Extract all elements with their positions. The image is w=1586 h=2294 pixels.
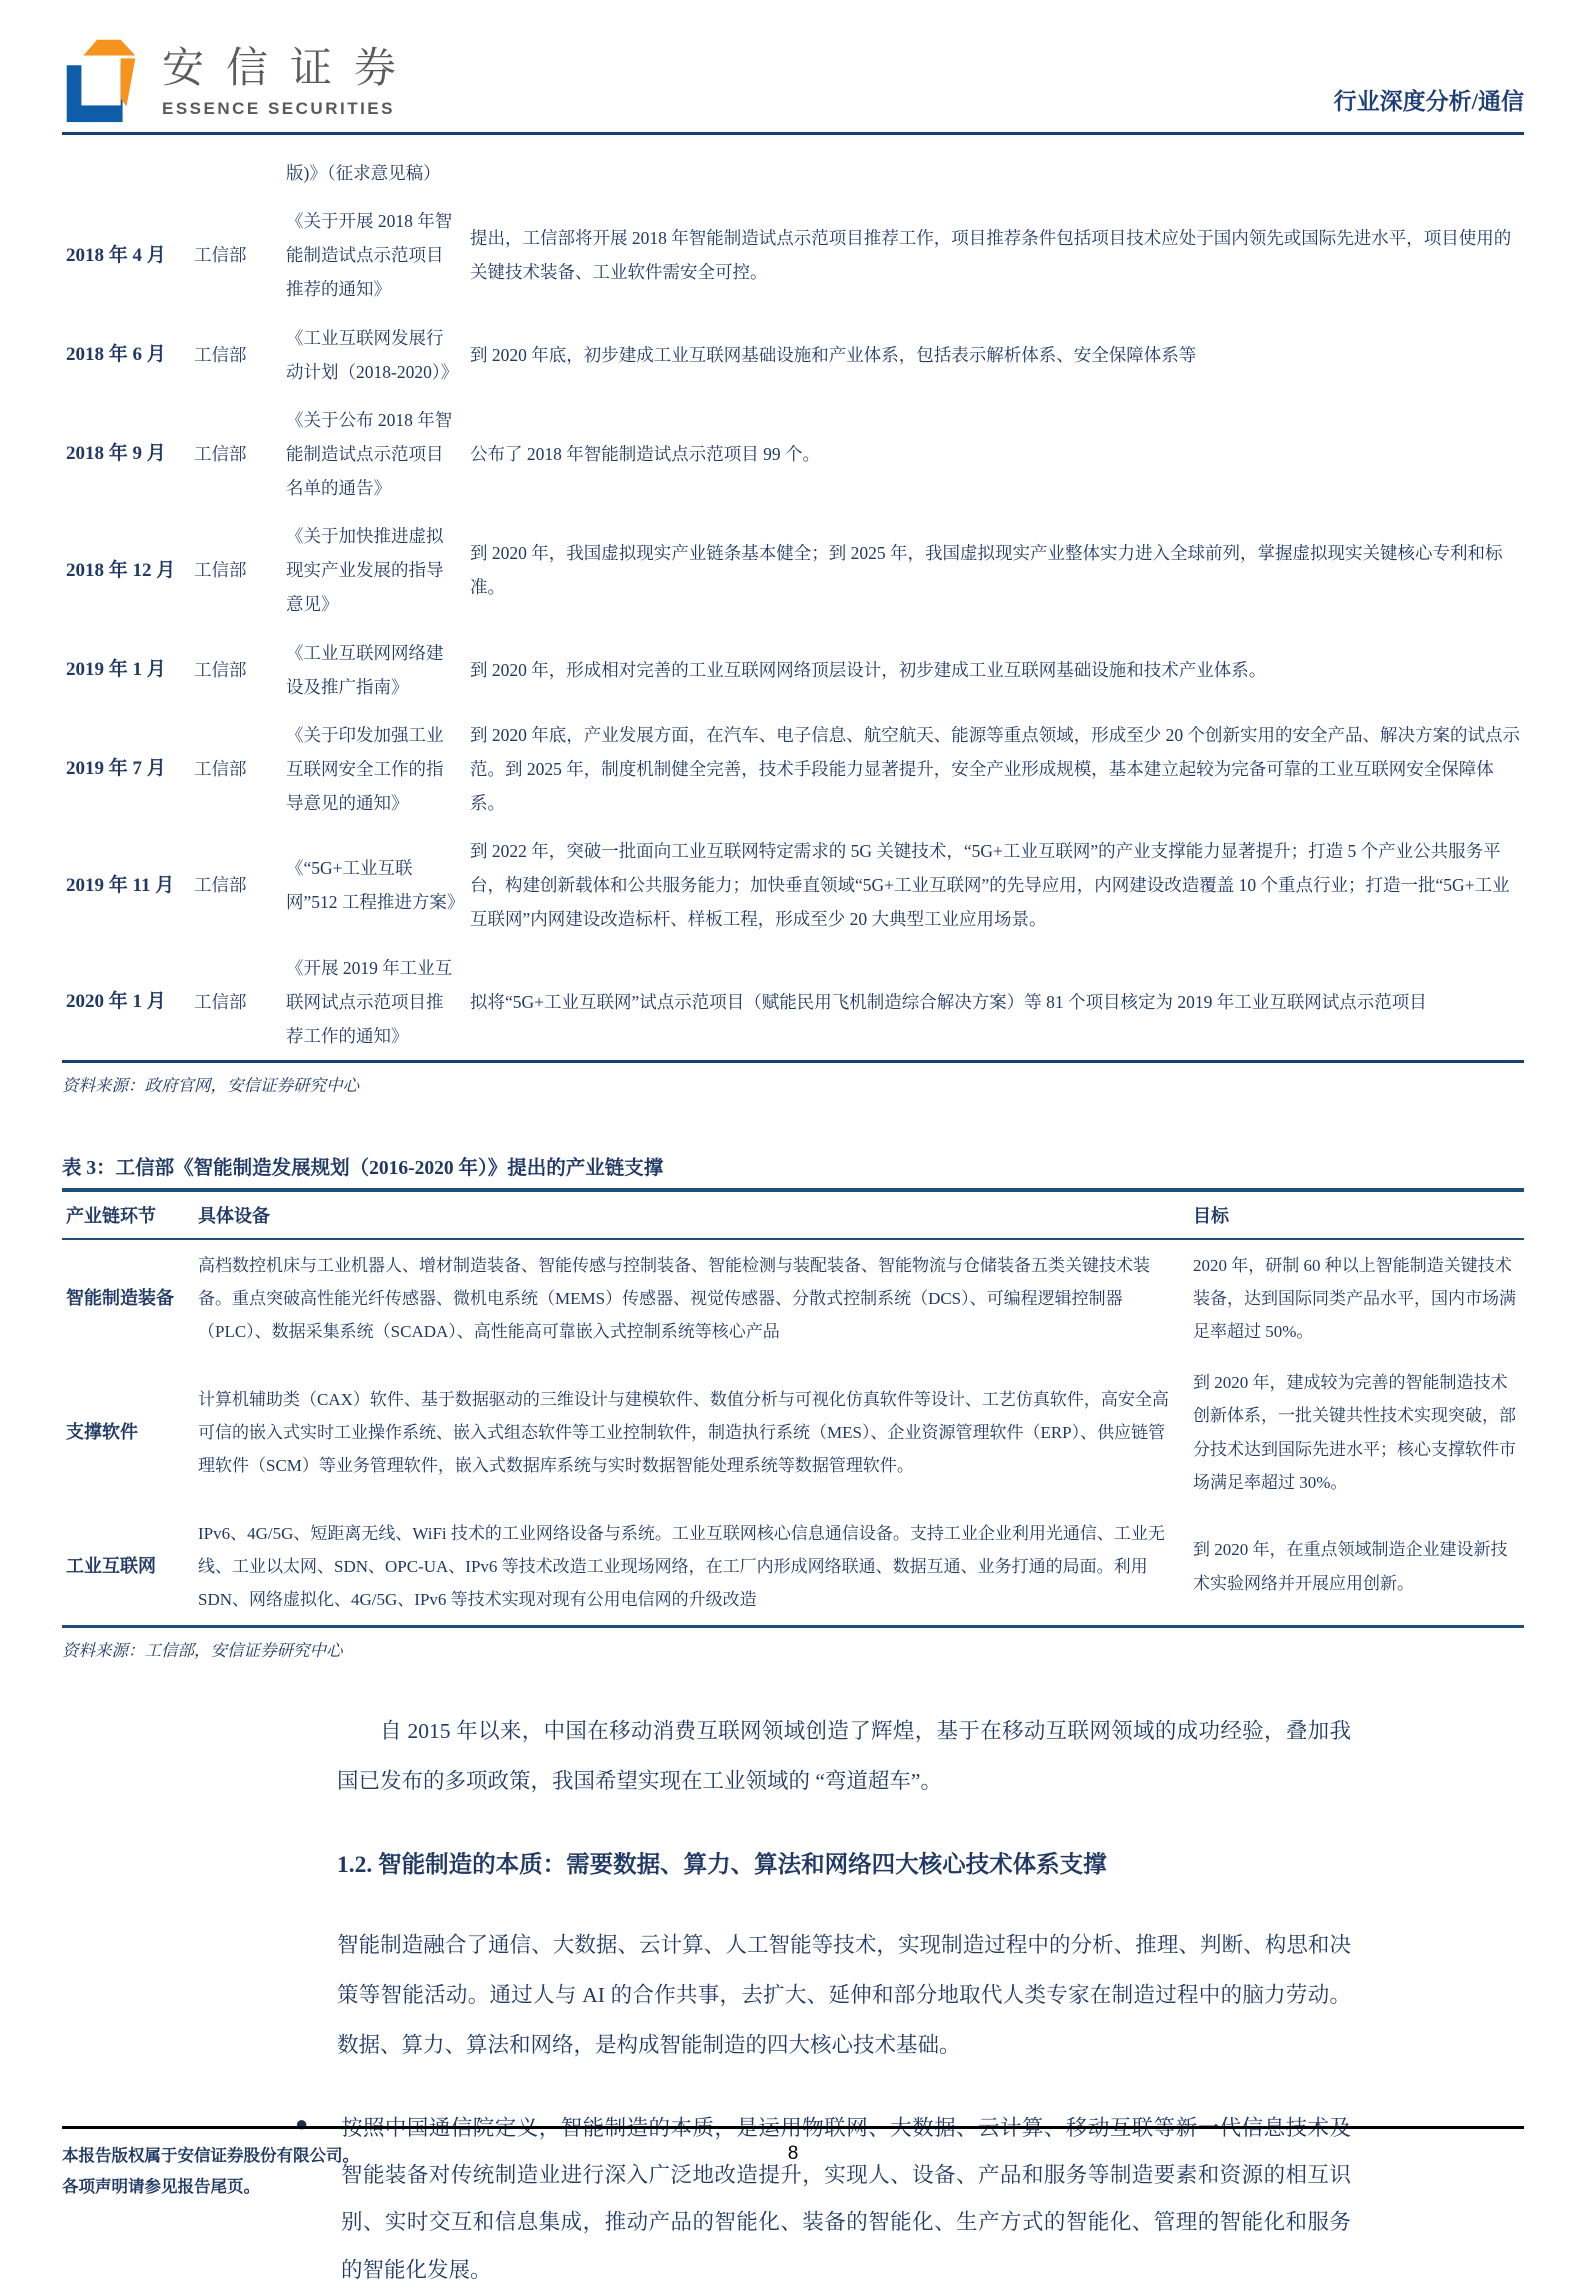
policy-cell-title: 《开展 2019 年工业互联网试点示范项目推荐工作的通知》 <box>286 957 453 1046</box>
table3 <box>62 1192 1524 1628</box>
body-content <box>295 1707 1351 2294</box>
policy-cell-date: 2019 年 7 月 <box>66 758 166 780</box>
table3-title: 表 3：工信部《智能制造发展规划（2016-2020 年）》提出的产业链支撑 <box>62 1152 1524 1192</box>
policy-cell-date: 2019 年 11 月 <box>66 874 175 896</box>
policy-row <box>62 396 1524 512</box>
paragraph-intro: 自 2015 年以来，中国在移动消费互联网领域创造了辉煌，基于在移动互联网领域的成功经验，叠加我国已发布的多项政策，我国希望实现在工业领域的 “弯道超车”。 <box>337 1719 1351 1794</box>
section-heading-1-2: 1.2. 智能制造的本质：需要数据、算力、算法和网络四大核心技术体系支撑 <box>337 1852 1107 1879</box>
policy-cell-desc <box>460 149 1524 197</box>
policy-table-source: 资料来源：政府官网，安信证券研究中心 <box>62 1075 359 1095</box>
table3-row <box>62 1239 1524 1357</box>
policy-cell-title: 《关于印发加强工业互联网安全工作的指导意见的通知》 <box>286 724 444 813</box>
policy-cell-org <box>190 149 282 197</box>
bullet-icon: ● <box>295 2110 309 2136</box>
policy-row <box>62 512 1524 628</box>
policy-cell-date: 2019 年 1 月 <box>66 659 166 681</box>
policy-cell-desc: 到 2020 年，形成相对完善的工业互联网网络顶层设计，初步建成工业互联网基础设施和技术产业体系。 <box>470 659 1267 680</box>
paragraph-essence: 智能制造融合了通信、大数据、云计算、人工智能等技术，实现制造过程中的分析、推理、判断、构思和决策等智能活动。通过人与 AI 的合作共事，去扩大、延伸和部分地取代人类专家在制造过程中的脑力劳动。数据、算力、算法和网络，是构成智能制造的四大核心技术基础。 <box>337 1933 1351 2057</box>
table3-cell-equip: 高档数控机床与工业机器人、增材制造装备、智能传感与控制装备、智能检测与装配装备、智能物流与仓储装备五类关键技术装备。重点突破高性能光纤传感器、微机电系统（MEMS）传感器、视觉传感器、分散式控制系统（DCS）、可编程逻辑控制器（PLC）、数据采集系统（SCADA）、高性能高可靠嵌入式控制系统等核心产品 <box>198 1255 1150 1342</box>
essence-logo-icon <box>62 28 142 126</box>
policy-table <box>62 149 1524 1063</box>
table3-cell-equip: IPv6、4G/5G、短距离无线、WiFi 技术的工业网络设备与系统。工业互联网核心信息通信设备。支持工业企业利用光通信、工业无线、工业以太网、SDN、OPC-UA、IPv6 等技术改造工业现场网络，在工厂内形成网络联通、数据互通、业务打通的局面。利用 SDN、网络虚拟化、4G/5G、IPv6 等技术实现对现有公用电信网的升级改造 <box>198 1523 1165 1610</box>
policy-cell-title: 《关于公布 2018 年智能制造试点示范项目名单的通告》 <box>286 409 453 498</box>
policy-row <box>62 629 1524 711</box>
table3-cell-target: 到 2020 年，建成较为完善的智能制造技术创新体系，一批关键共性技术实现突破，部分技术达到国际先进水平；核心支撑软件市场满足率超过 30%。 <box>1193 1373 1516 1492</box>
report-category: 行业深度分析/通信 <box>1333 89 1524 114</box>
policy-cell-org: 工信部 <box>194 659 247 680</box>
policy-cell-date: 2018 年 4 月 <box>66 244 166 266</box>
policy-cell-date: 2018 年 6 月 <box>66 344 166 366</box>
policy-cell-title: 《关于加快推进虚拟现实产业发展的指导意见》 <box>286 526 444 615</box>
table3-row <box>62 1508 1524 1627</box>
policy-cell-desc: 拟将“5G+工业互联网”试点示范项目（赋能民用飞机制造综合解决方案）等 81 个项目核定为 2019 年工业互联网试点示范项目 <box>470 991 1427 1012</box>
policy-table-body <box>62 149 1524 1061</box>
policy-cell-org: 工信部 <box>194 758 247 779</box>
policy-cell-org: 工信部 <box>194 245 247 266</box>
table3-block <box>62 1152 1524 1661</box>
policy-cell-title: 《工业互联网网络建设及推广指南》 <box>286 642 444 697</box>
policy-cell-org: 工信部 <box>194 560 247 581</box>
table3-cell-target: 到 2020 年，在重点领域制造企业建设新技术实验网络并开展应用创新。 <box>1193 1540 1508 1593</box>
policy-cell-desc: 提出，工信部将开展 2018 年智能制造试点示范项目推荐工作，项目推荐条件包括项目技术应处于国内领先或国际先进水平，项目使用的关键技术装备、工业软件需安全可控。 <box>470 228 1512 283</box>
bullet-text: 按照中国通信院定义，智能制造的本质，是运用物联网、大数据、云计算、移动互联等新一代信息技术及智能装备对传统制造业进行深入广泛地改造提升，实现人、设备、产品和服务等制造要素和资源的相互识别、实时交互和信息集成，推动产品的智能化、装备的智能化、生产方式的智能化、管理的智能化和服务的智能化发展。 <box>341 2115 1351 2282</box>
table3-cell-seg: 支撑软件 <box>66 1422 138 1443</box>
policy-row <box>62 197 1524 313</box>
table3-cell-seg: 智能制造装备 <box>66 1288 174 1309</box>
policy-row <box>62 149 1524 197</box>
policy-row <box>62 314 1524 396</box>
table3-body <box>62 1239 1524 1627</box>
footer-line2: 各项声明请参见报告尾页。 <box>62 2176 260 2196</box>
table3-header-equipment: 具体设备 <box>194 1192 1189 1239</box>
policy-cell-org: 工信部 <box>194 991 247 1012</box>
policy-cell-date: 2020 年 1 月 <box>66 991 166 1013</box>
table3-head <box>62 1192 1524 1239</box>
page-number: 8 <box>787 2143 799 2164</box>
policy-cell-title: 《关于开展 2018 年智能制造试点示范项目推荐的通知》 <box>286 211 453 300</box>
policy-cell-org: 工信部 <box>194 443 247 464</box>
policy-cell-desc: 到 2020 年底，初步建成工业互联网基础设施和产业体系，包括表示解析体系、安全保障体系等 <box>470 344 1197 365</box>
page-footer <box>62 2126 1524 2202</box>
policy-row <box>62 827 1524 943</box>
policy-row <box>62 711 1524 827</box>
policy-cell-date: 2018 年 12 月 <box>66 559 176 581</box>
brand <box>62 28 418 126</box>
policy-cell-desc: 到 2020 年底，产业发展方面，在汽车、电子信息、航空航天、能源等重点领域，形成至少 20 个创新实用的安全产品、解决方案的试点示范。到 2025 年，制度机制健全完善，技术手段能力显著提升，安全产业形成规模，基本建立起较为完备可靠的工业互联网安全保障体系。 <box>470 724 1520 813</box>
table3-cell-equip: 计算机辅助类（CAX）软件、基于数据驱动的三维设计与建模软件、数值分析与可视化仿真软件等设计、工艺仿真软件，高安全高可信的嵌入式实时工业操作系统、嵌入式组态软件等工业控制软件，制造执行系统（MES）、企业资源管理软件（ERP）、供应链管理软件（SCM）等业务管理软件，嵌入式数据库系统与实时数据智能处理系统等数据管理软件。 <box>198 1389 1169 1476</box>
policy-cell-desc: 公布了 2018 年智能制造试点示范项目 99 个。 <box>470 443 820 464</box>
footer-line1: 本报告版权属于安信证券股份有限公司。 <box>62 2146 359 2165</box>
policy-cell-date <box>62 149 190 197</box>
policy-cell-org: 工信部 <box>194 344 247 365</box>
brand-name-cn: 安信证券 <box>162 44 419 91</box>
policy-cell-org: 工信部 <box>194 875 247 896</box>
brand-name-en: ESSENCE SECURITIES <box>162 99 395 118</box>
table3-row <box>62 1357 1524 1508</box>
policy-cell-title: 《“5G+工业互联网”512 工程推进方案》 <box>286 858 465 913</box>
policy-cell-date: 2018 年 9 月 <box>66 443 166 465</box>
table3-header-segment: 产业链环节 <box>62 1192 194 1239</box>
policy-cell-desc: 到 2020 年，我国虚拟现实产业链条基本健全；到 2025 年，我国虚拟现实产业整体实力进入全球前列，掌握虚拟现实关键核心专利和标准。 <box>470 543 1503 598</box>
policy-cell-title: 版)》（征求意见稿） <box>286 163 441 183</box>
table3-source: 资料来源：工信部，安信证券研究中心 <box>62 1641 343 1661</box>
brand-text <box>162 35 418 119</box>
table3-header-target: 目标 <box>1189 1192 1524 1239</box>
policy-row <box>62 944 1524 1062</box>
table3-cell-target: 2020 年，研制 60 种以上智能制造关键技术装备，达到国际同类产品水平，国内市场满足率超过 50%。 <box>1193 1255 1516 1342</box>
page-header <box>62 0 1524 135</box>
policy-cell-title: 《工业互联网发展行动计划（2018-2020）》 <box>286 327 459 382</box>
policy-cell-desc: 到 2022 年，突破一批面向工业互联网特定需求的 5G 关键技术，“5G+工业互联网”的产业支撑能力显著提升；打造 5 个产业公共服务平台，构建创新载体和公共服务能力；加快垂直领域“5G+工业互联网”的先导应用，内网建设改造覆盖 10 个重点行业；打造一批“5G+工业互联网”内网建设改造标杆、样板工程，形成至少 20 大典型工业应用场景。 <box>470 841 1510 930</box>
table3-cell-seg: 工业互联网 <box>66 1556 156 1577</box>
